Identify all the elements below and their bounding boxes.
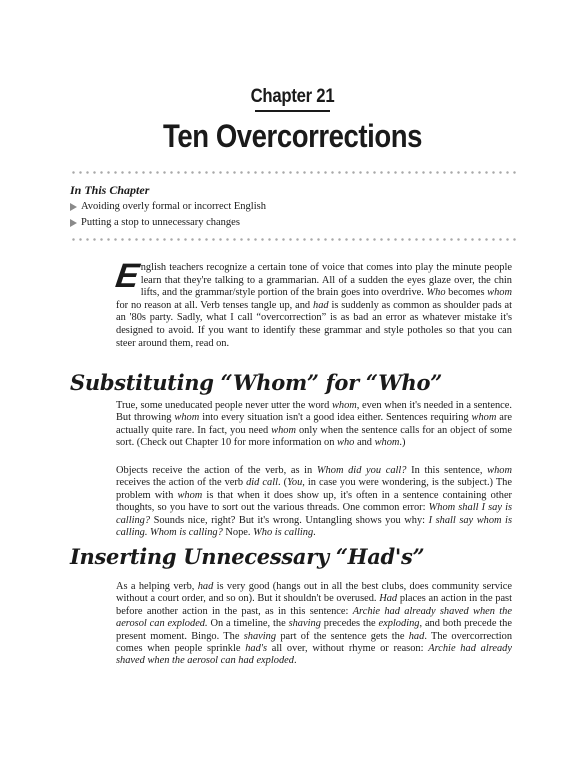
body-paragraph: As a helping verb, had is very good (hangs out in all the best clubs, does community service without a court order, and so on). But it shouldn't be overused. Had places an action in the past before another action in the past, as in this sentence: Archie had already shaved when the aerosol can exploded. On a timeline, the shaving precedes the exploding, and both precede the present moment. Bingo. The shaving part of the sentence gets the had. The overcorrection comes when people sprinkle had's all over, without rhyme or reason: Archie had already shaved when the aerosol can had exploded. <box>116 581 513 667</box>
intro-paragraph: English teachers recognize a certain tone of voice that comes into play the minute people learn that they're talking to a grammarian. All of a sudden the eyes glaze over, the chin lifts, and the grammar/style portion of the brain goes into overdrive. Who becomes whom for no reason at all. Verb tenses tangle up, and had is suddenly as common as shoulder pads at an '80s party. Sadly, what I call “overcorrection” is as bad an error as whatever mistake it's designed to avoid. If you want to identify these grammar and style potholes so that you can steer around them, read on. <box>113 257 512 349</box>
chapter-number-underline <box>255 110 330 112</box>
triangle-bullet-icon <box>70 203 77 211</box>
body-paragraph: Objects receive the action of the verb, as in Whom did you call? In this sentence, whom receives the action of the verb did call. (You, in case you were wondering, is the subject.) The problem with whom is that when it does show up, it's often in a sentence containing other thoughts, so you have to sort out the various threads. One common error: Whom shall I say is calling? Sounds nice, right? But it's wrong. Untangling shows you why: I shall say whom is calling. Whom is calling? Nope. Who is calling. <box>116 465 513 539</box>
chapter-number: Chapter 21 <box>250 86 335 107</box>
triangle-bullet-icon <box>70 219 77 227</box>
in-this-chapter-heading: In This Chapter <box>70 183 150 197</box>
list-item-text: Avoiding overly formal or incorrect English <box>81 201 266 212</box>
list-item <box>70 215 266 231</box>
body-paragraph: True, some uneducated people never utter the word whom, even when it's needed in a sentence. But throwing whom into every situation isn't a good idea either. Sentences requiring whom are actually quite rare. In fact, you need whom only when the sentence calls for an object of some sort. (Check out Chapter 10 for more information on who and whom.) <box>116 400 513 449</box>
dotted-divider-bottom <box>70 238 516 241</box>
section-heading-had: Inserting Unnecessary “Had's” <box>70 544 425 569</box>
chapter-title: Ten Overcorrections <box>163 118 422 154</box>
dotted-divider-top <box>70 171 516 174</box>
drop-cap: E <box>113 257 142 295</box>
list-item-text: Putting a stop to unnecessary changes <box>81 217 240 228</box>
list-item <box>70 199 266 215</box>
section-heading-whom: Substituting “Whom” for “Who” <box>70 370 442 395</box>
chapter-topics-list <box>70 199 266 231</box>
